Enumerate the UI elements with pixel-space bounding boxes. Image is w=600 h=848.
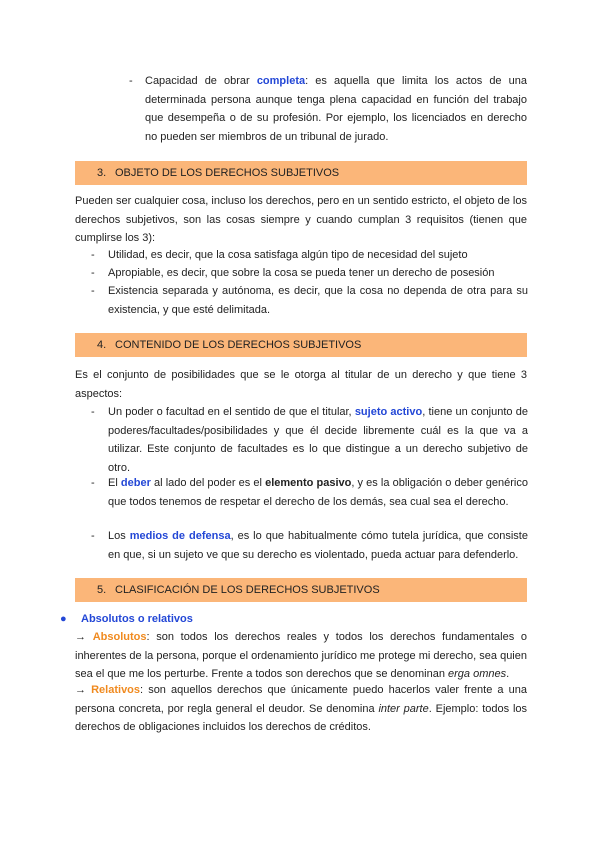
list-item: Apropiable, es decir, que sobre la cosa se pueda tener un derecho de posesión	[108, 267, 495, 279]
section-title: CLASIFICACIÓN DE LOS DERECHOS SUBJETIVOS	[115, 584, 380, 596]
list-dash: -	[129, 75, 133, 87]
arrow-icon: →	[75, 631, 93, 643]
section-number: 4.	[97, 339, 107, 351]
italic-inter-parte: inter parte	[378, 702, 429, 715]
text-run: .	[506, 668, 510, 680]
highlight-completa: completa	[256, 75, 306, 87]
highlight-medios-de-defensa: medios de defensa	[129, 530, 231, 542]
section-number: 5.	[97, 584, 107, 596]
arrow-icon: →	[75, 684, 92, 696]
list-item	[108, 403, 528, 477]
list-item: Existencia separada y autónoma, es decir, que la cosa no dependa de otra para su existencia, y que esté delimitada.	[108, 285, 528, 316]
list-dash: -	[91, 285, 95, 297]
list-dash: -	[91, 267, 95, 279]
section-4-intro: Es el conjunto de posibilidades que se le otorga al titular de un derecho y que tiene 3 aspectos:	[75, 369, 527, 400]
text-run: Capacidad de obrar	[145, 75, 257, 87]
subheading-absolutos-relativos: Absolutos o relativos	[81, 613, 193, 625]
label-relativos: Relativos	[91, 684, 141, 696]
list-dash: -	[91, 530, 95, 542]
section-title: CONTENIDO DE LOS DERECHOS SUBJETIVOS	[115, 339, 362, 351]
text-run: : es aquella que limita los actos de una determinada persona aunque tenga plena capacidad en función del trabajo que desempeña o de su profesión. Por ejemplo, los licenciados en derecho no pueden ser miembros de un tribunal de jurado.	[145, 75, 528, 143]
text-run: . Ejemplo: todos los derechos de obligaciones incluidos los derechos de créditos.	[75, 702, 528, 733]
text-run: Los	[108, 530, 130, 542]
capacidad-completa-item	[145, 72, 527, 146]
list-item: Utilidad, es decir, que la cosa satisfaga algún tipo de necesidad del sujeto	[108, 249, 468, 261]
text-run: , es lo que habitualmente cómo tutela jurídica, que consiste en que, si un sujeto ve que su derecho es violentado, pueda actuar para defenderlo.	[108, 530, 528, 561]
text-run: : son aquellos derechos que únicamente puedo hacerlos valer frente a una persona concreta, por regla general el deudor. Se denomina	[75, 684, 527, 715]
list-item	[108, 474, 528, 511]
list-dash: -	[91, 249, 95, 261]
list-dash: -	[91, 477, 95, 489]
text-run: : son todos los derechos reales y todos los derechos fundamentales o inherentes de la persona, porque el ordenamiento jurídico me protege mi derecho, sea quien sea el que me los perturbe. Frente a todos son derechos que se denominan	[75, 631, 527, 680]
text-run: , tiene un conjunto de poderes/facultades/posibilidades y que él decide libremente cuál es la que va a utilizar. Este conjunto de facultades es lo que distingue a un derecho subjetivo de otro.	[108, 406, 528, 474]
section-title: OBJETO DE LOS DERECHOS SUBJETIVOS	[115, 167, 340, 179]
section-3-header	[75, 161, 527, 185]
text-run: Un poder o facultad en el sentido de que el titular,	[108, 406, 355, 418]
section-3-intro: Pueden ser cualquier cosa, incluso los derechos, pero en un sentido estricto, el objeto de los derechos subjetivos, son las cosas siempre y cuando cumplan 3 requisitos (tienen que cumplirse los 3):	[75, 195, 527, 244]
list-item	[108, 527, 528, 564]
bold-elemento-pasivo: elemento pasivo	[265, 477, 352, 489]
text-run: El	[108, 477, 121, 489]
label-absolutos: Absolutos	[92, 631, 147, 643]
text-run: , y es la obligación o deber genérico que todos tenemos de respetar el derecho de los demás, sea cual sea el derecho.	[108, 477, 528, 508]
list-dash: -	[91, 406, 95, 418]
highlight-deber: deber	[120, 477, 151, 489]
relativos-paragraph	[75, 681, 527, 737]
section-5-header	[75, 578, 527, 602]
section-number: 3.	[97, 167, 107, 179]
text-run: al lado del poder es el	[150, 477, 266, 489]
bullet-icon: ●	[60, 613, 67, 625]
italic-erga-omnes: erga omnes	[448, 668, 507, 680]
section-4-header	[75, 333, 527, 357]
highlight-sujeto-activo: sujeto activo	[354, 406, 423, 418]
absolutos-paragraph	[75, 628, 527, 684]
